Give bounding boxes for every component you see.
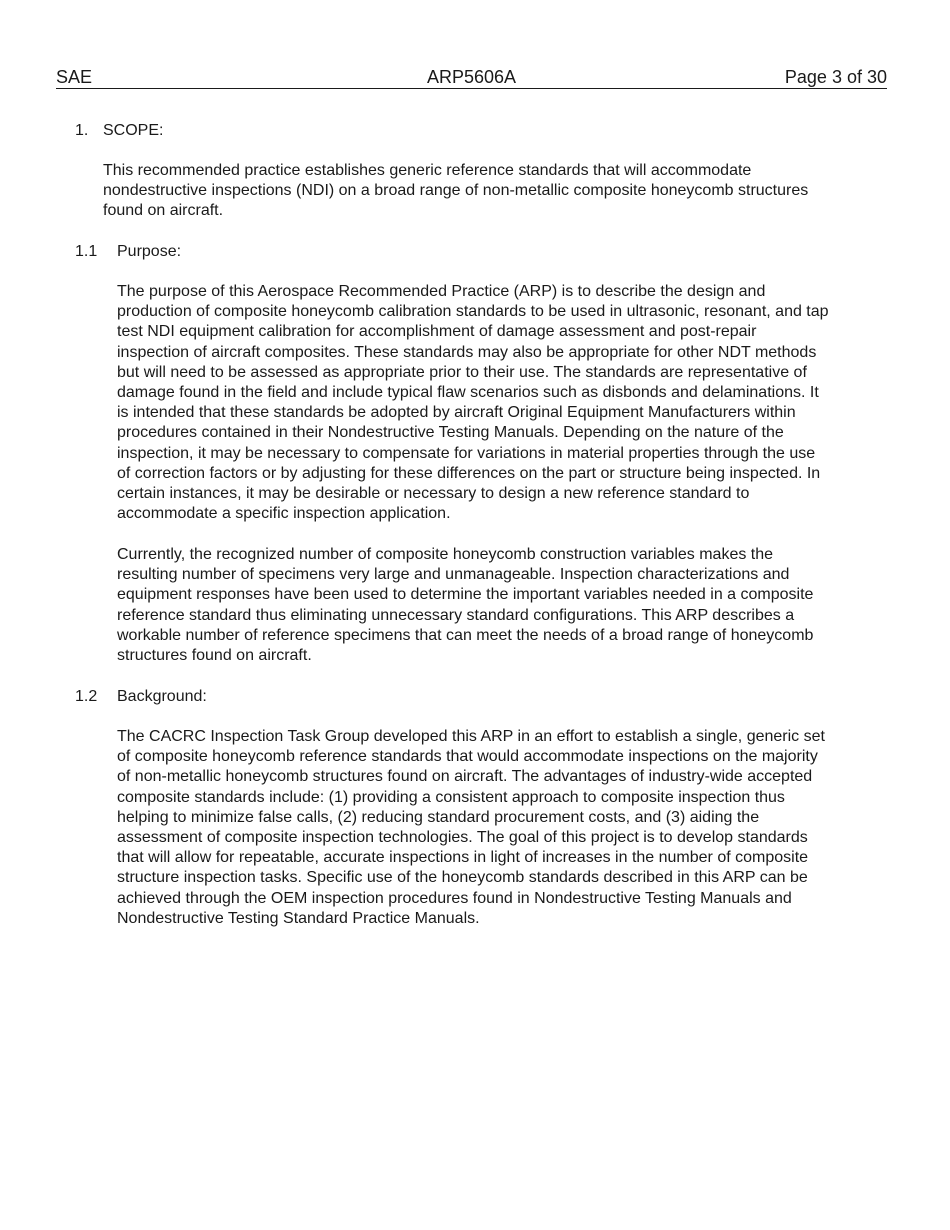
page-header [56, 66, 887, 89]
paragraph-line: inspection, it may be necessary to compensate for variations in material properties through the use [117, 444, 816, 462]
paragraph-line: achieved through the OEM inspection procedures found in Nondestructive Testing Manuals and [117, 889, 792, 907]
paragraph-line: workable number of reference specimens that can meet the needs of a broad range of honeycomb [117, 626, 814, 644]
paragraph-line: found on aircraft. [103, 202, 224, 220]
purpose-paragraph-2 [117, 545, 813, 666]
paragraph-line: that will allow for repeatable, accurate inspections in light of increases in the number of composite [117, 849, 809, 867]
background-paragraph [117, 727, 825, 929]
scope-paragraph [103, 161, 808, 222]
section-background-heading [75, 687, 207, 707]
paragraph-line: procedures contained in their Nondestructive Testing Manuals. Depending on the nature of the [117, 424, 784, 442]
paragraph-line: resulting number of specimens very large and unmanageable. Inspection characterizations and [117, 566, 790, 584]
paragraph-line: but will need to be assessed as appropriate prior to their use. The standards are representative of [117, 363, 807, 381]
header-org: SAE [56, 67, 93, 87]
paragraph-line: is intended that these standards be adopted by aircraft Original Equipment Manufacturers within [117, 404, 796, 422]
paragraph-line: equipment responses have been used to determine the important variables needed in a composite [117, 586, 814, 604]
section-title: Purpose: [117, 243, 182, 260]
paragraph-line: structure inspection tasks. Specific use of the honeycomb standards described in this ARP can be [117, 869, 808, 887]
paragraph-line: structures found on aircraft. [117, 647, 312, 665]
section-number: 1. [75, 122, 89, 139]
paragraph-line: accommodate a specific inspection application. [117, 505, 451, 523]
paragraph-line: production of composite honeycomb calibration standards to be used in ultrasonic, resonant, and tap [117, 303, 829, 321]
paragraph-line: inspection of aircraft composites. These standards may also be appropriate for other NDT methods [117, 343, 817, 361]
paragraph-line: damage found in the field and include typical flaw scenarios such as disbonds and delaminations. It [117, 384, 819, 402]
paragraph-line: This recommended practice establishes generic reference standards that will accommodate [103, 162, 752, 179]
paragraph-line: reference standard thus eliminating unnecessary standard configurations. This ARP describes a [117, 606, 795, 624]
paragraph-line: certain instances, it may be desirable or necessary to design a new reference standard to [117, 485, 750, 503]
header-page-number: Page 3 of 30 [784, 67, 887, 87]
section-title: Background: [117, 688, 207, 705]
section-number: 1.1 [75, 243, 98, 260]
purpose-paragraph-1 [117, 282, 829, 524]
section-title: SCOPE: [103, 122, 164, 139]
paragraph-line: of correction factors or by adjusting for these differences on the part or structure being inspected. In [117, 464, 821, 482]
section-scope-heading [75, 121, 163, 141]
paragraph-line: test NDI equipment calibration for accomplishment of damage assessment and post-repair [117, 323, 757, 341]
section-purpose-heading [75, 242, 181, 262]
paragraph-line: of composite honeycomb reference standards that would accommodate inspections on the majority [117, 748, 818, 766]
paragraph-line: The purpose of this Aerospace Recommended Practice (ARP) is to describe the design and [117, 283, 766, 300]
section-number: 1.2 [75, 688, 98, 705]
paragraph-line: of non-metallic honeycomb structures found on aircraft. The advantages of industry-wide accepted [117, 768, 813, 786]
paragraph-line: composite standards include: (1) providing a consistent approach to composite inspection thus [117, 788, 785, 806]
header-doc-number: ARP5606A [426, 67, 517, 87]
paragraph-line: nondestructive inspections (NDI) on a broad range of non-metallic composite honeycomb structures [103, 182, 809, 200]
paragraph-line: Currently, the recognized number of composite honeycomb construction variables makes the [117, 546, 774, 563]
paragraph-line: assessment of composite inspection technologies. The goal of this project is to develop standards [117, 829, 808, 847]
paragraph-line: helping to minimize false calls, (2) reducing standard procurement costs, and (3) aiding the [117, 808, 760, 826]
paragraph-line: Nondestructive Testing Standard Practice Manuals. [117, 909, 480, 927]
paragraph-line: The CACRC Inspection Task Group developed this ARP in an effort to establish a single, generic set [117, 728, 825, 745]
